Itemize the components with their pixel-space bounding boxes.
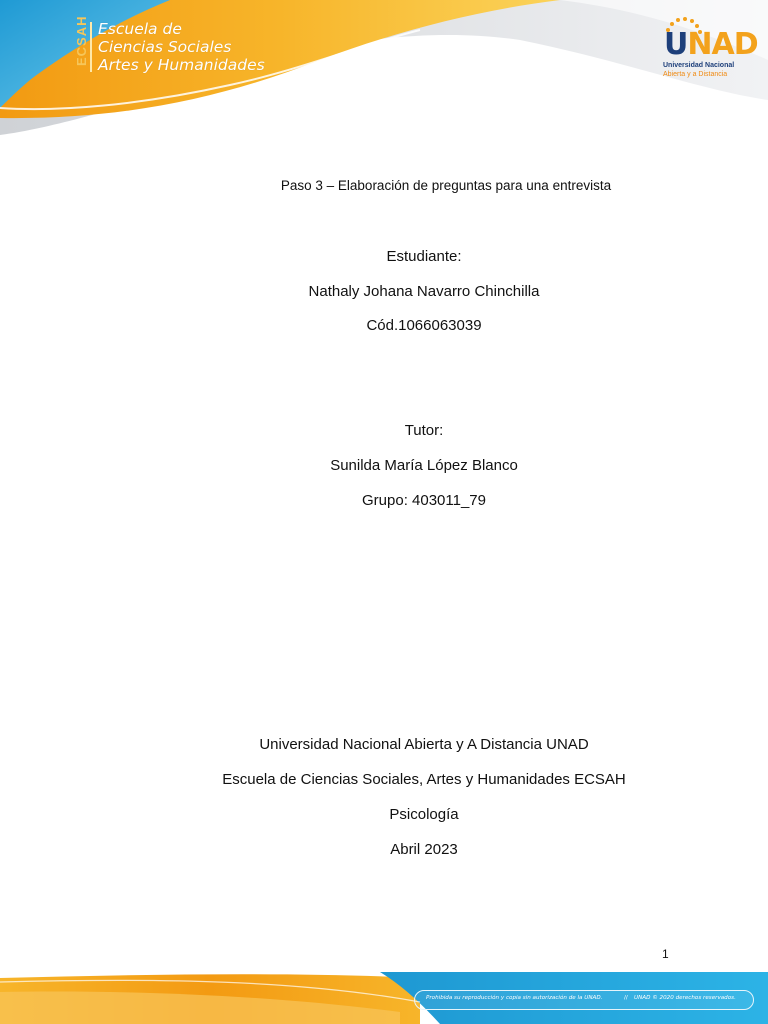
logo-u: U	[664, 27, 688, 62]
group-code: Grupo: 403011_79	[362, 492, 486, 509]
student-code: Cód.1066063039	[366, 317, 482, 334]
student-name: Nathaly Johana Navarro Chinchilla	[308, 283, 540, 300]
university-name: Universidad Nacional Abierta y A Distancia UNAD	[259, 736, 589, 753]
page-number: 1	[662, 947, 669, 961]
page-header	[0, 0, 768, 140]
logo-nad: NAD	[687, 27, 758, 62]
school-abbreviation: ECSAH	[74, 15, 89, 66]
footer-notice: Prohibida su reproducción y copia sin autorización de la UNAD.	[426, 995, 603, 1001]
logo-wordmark	[664, 27, 758, 62]
document-title: Paso 3 – Elaboración de preguntas para una entrevista	[280, 178, 612, 193]
tutor-label: Tutor:	[404, 422, 444, 439]
logo-subtitle-1: Universidad Nacional	[663, 62, 735, 69]
school-title-line-2: Ciencias Sociales	[98, 38, 232, 56]
unad-logo	[660, 16, 758, 86]
program-name: Psicología	[389, 806, 459, 823]
school-title-line-1: Escuela de	[98, 20, 182, 38]
page-footer	[0, 972, 768, 1024]
footer-copyright: UNAD © 2020 derechos reservados.	[634, 995, 736, 1001]
school-title	[98, 20, 265, 74]
document-date: Abril 2023	[390, 841, 458, 858]
logo-subtitle-2: Abierta y a Distancia	[663, 71, 728, 78]
school-name: Escuela de Ciencias Sociales, Artes y Humanidades ECSAH	[222, 771, 626, 788]
student-label: Estudiante:	[386, 248, 462, 265]
school-title-line-3: Artes y Humanidades	[98, 56, 265, 74]
footer-separator: //	[624, 995, 628, 1001]
tutor-name: Sunilda María López Blanco	[330, 457, 518, 474]
